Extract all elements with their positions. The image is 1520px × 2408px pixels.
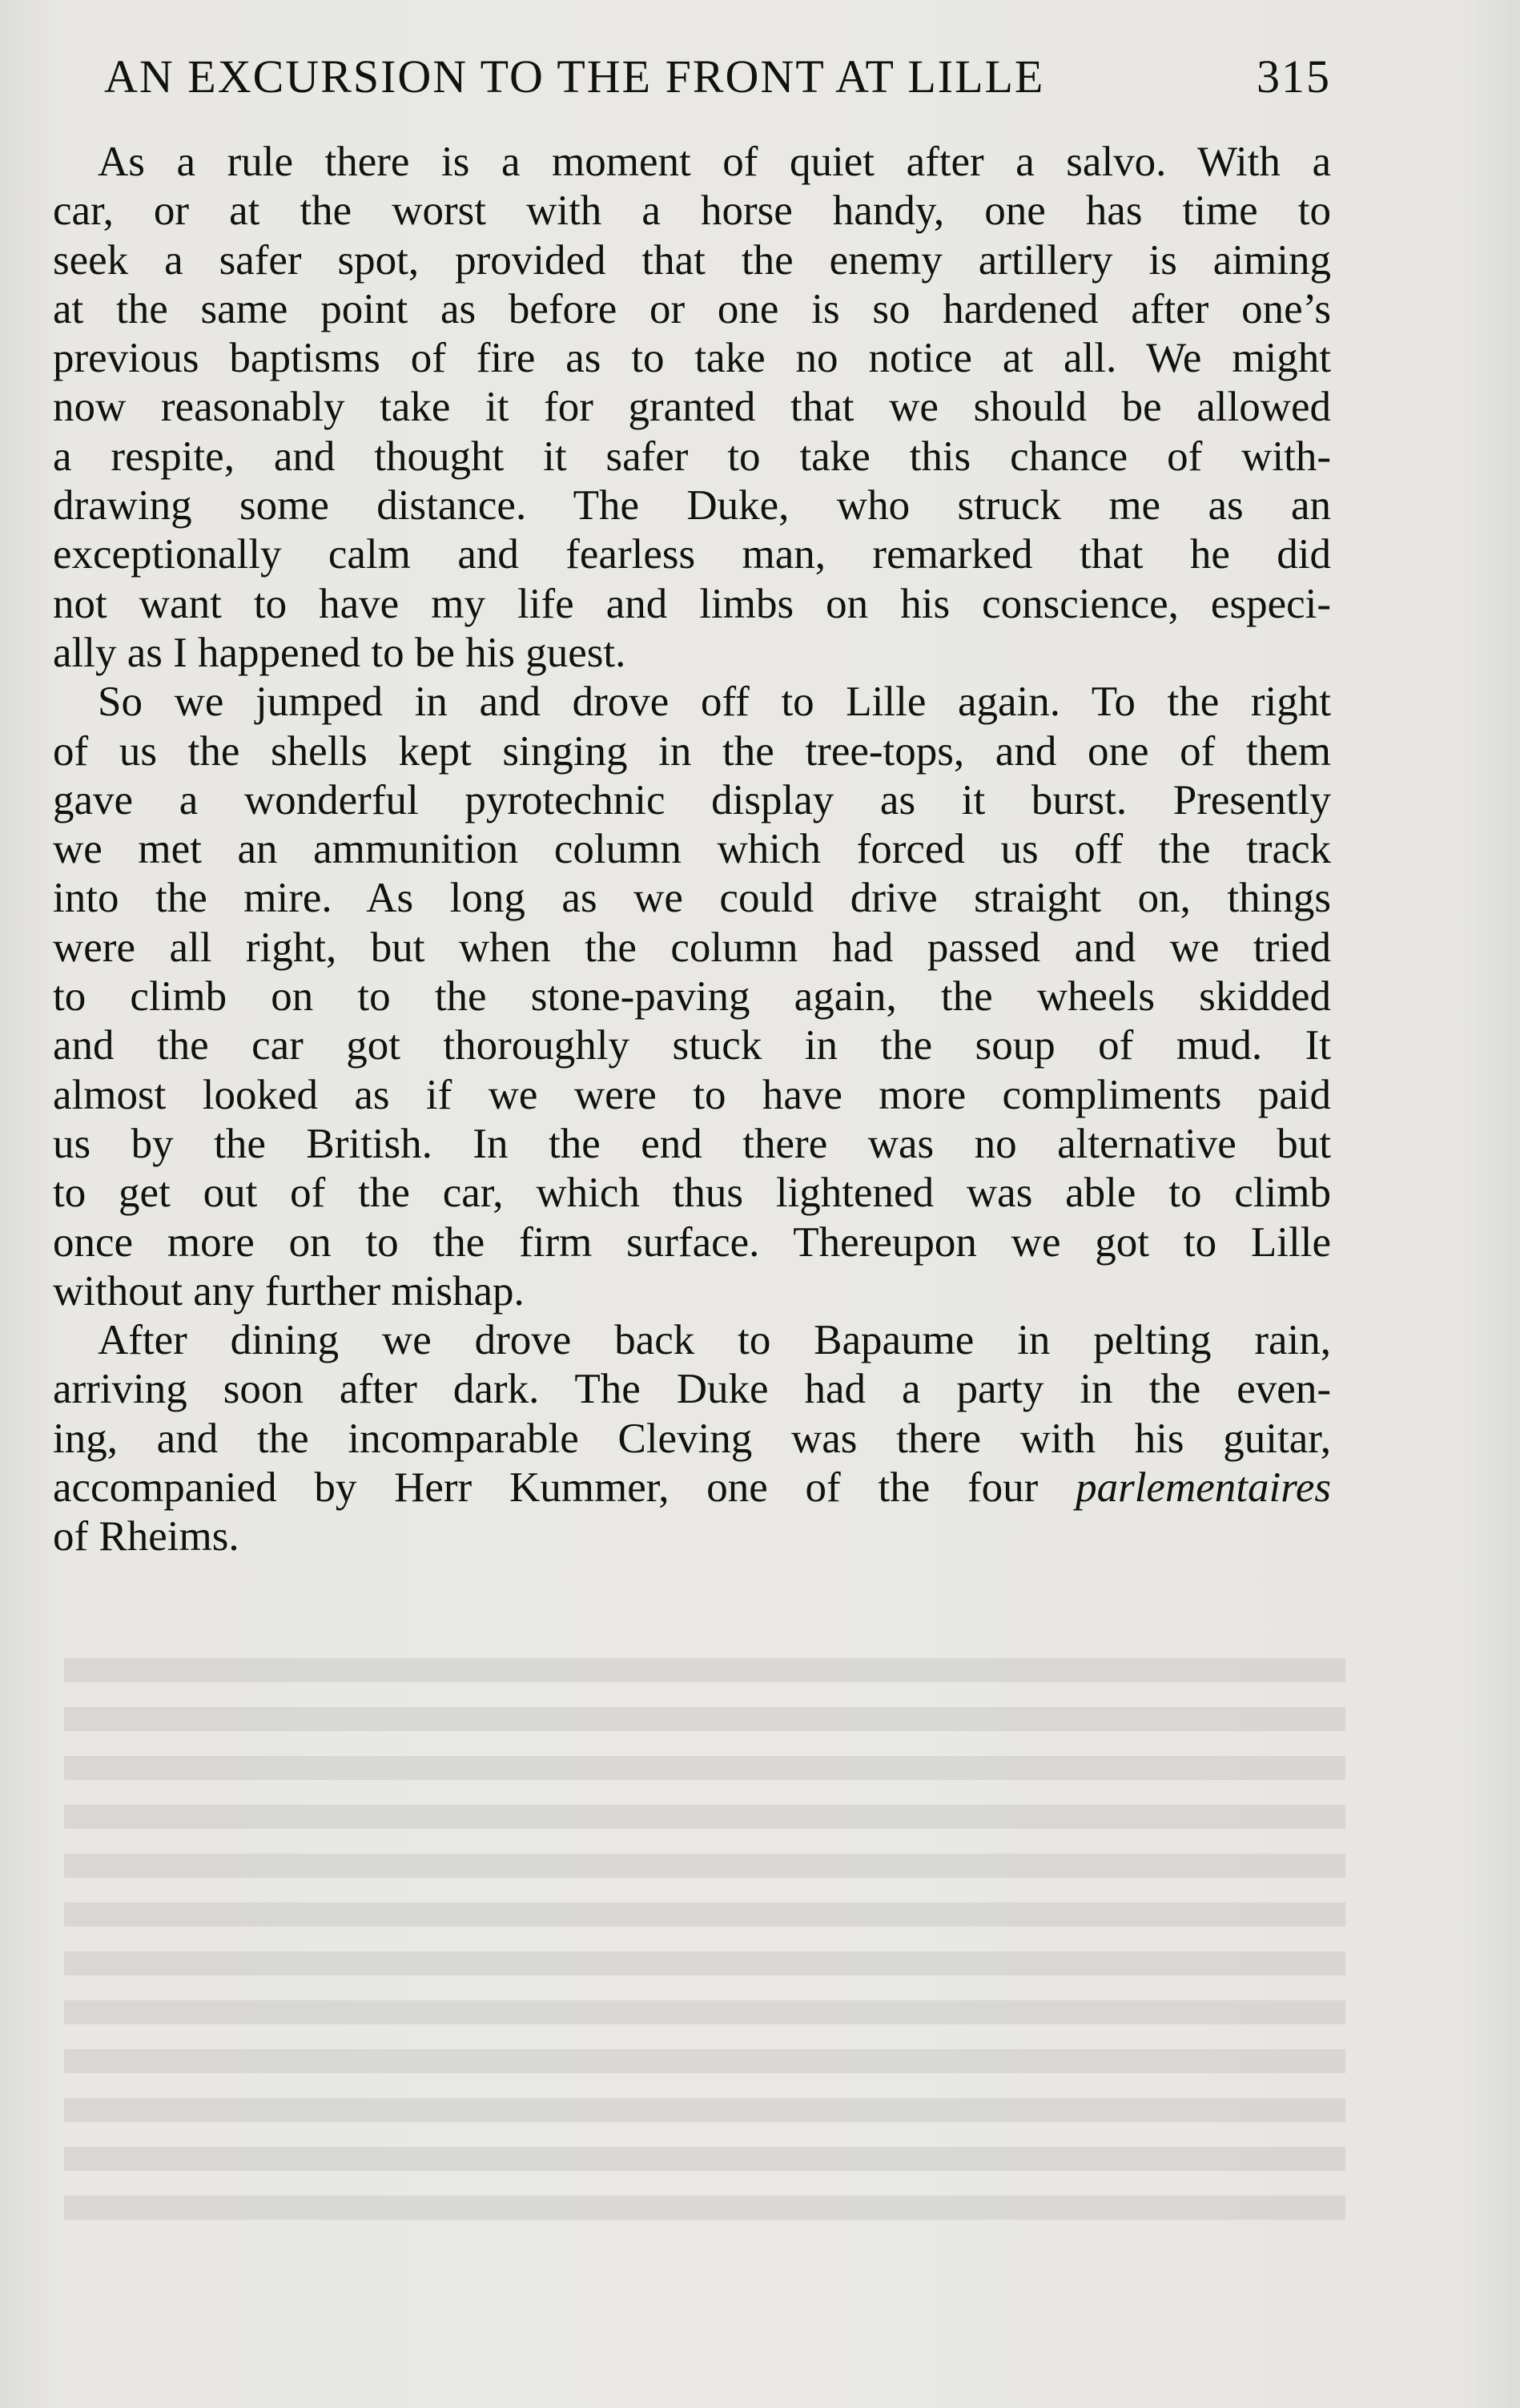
running-header	[104, 50, 1331, 114]
text-line: car, or at the worst with a horse handy, one has time to	[53, 187, 1331, 235]
chapter-title: AN EXCURSION TO THE FRONT AT LILLE	[104, 50, 1045, 103]
body-text	[53, 138, 1331, 1562]
text-line: to climb on to the stone-paving again, the wheels skidded	[53, 973, 1331, 1021]
italic-term: parlementaires	[1076, 1464, 1331, 1512]
text-line: now reasonably take it for granted that we should be allowed	[53, 384, 1331, 431]
text-line: ing, and the incomparable Cleving was there with his guitar,	[53, 1415, 1331, 1462]
text-line: us by the British. In the end there was no alternative but	[53, 1120, 1331, 1167]
text-line: without any further mishap.	[53, 1267, 525, 1315]
text-line: ally as I happened to be his guest.	[53, 629, 626, 676]
text-line: a respite, and thought it safer to take this chance of with-	[53, 433, 1331, 480]
text-line: almost looked as if we were to have more compliments paid	[53, 1071, 1331, 1118]
text-span: accompanied by Herr Kummer, one of the four	[53, 1464, 1039, 1512]
text-line: were all right, but when the column had passed and we tried	[53, 924, 1331, 971]
text-line	[53, 1464, 1331, 1512]
text-line: gave a wonderful pyrotechnic display as it burst. Presently	[53, 776, 1331, 823]
text-line: we met an ammunition column which forced us off the track	[53, 826, 1331, 873]
text-line: previous baptisms of fire as to take no notice at all. We might	[53, 335, 1331, 382]
text-line: and the car got thoroughly stuck in the soup of mud. It	[53, 1022, 1331, 1069]
text-line: to get out of the car, which thus lightened was able to climb	[53, 1170, 1331, 1217]
page-number: 315	[1257, 50, 1331, 103]
bleed-through-shadow	[64, 1658, 1345, 2235]
text-line: not want to have my life and limbs on his conscience, especi-	[53, 580, 1331, 627]
text-line: As a rule there is a moment of quiet after a salvo. With a	[98, 139, 1331, 185]
text-line: After dining we drove back to Bapaume in pelting rain,	[98, 1317, 1331, 1364]
text-line: once more on to the firm surface. Thereupon we got to Lille	[53, 1218, 1331, 1266]
text-line: So we jumped in and drove off to Lille again. To the right	[98, 679, 1331, 726]
text-line: drawing some distance. The Duke, who struck me as an	[53, 482, 1331, 530]
text-line: arriving soon after dark. The Duke had a party in the even-	[53, 1366, 1331, 1413]
text-line: into the mire. As long as we could drive straight on, things	[53, 875, 1331, 922]
text-line: seek a safer spot, provided that the enemy artillery is aiming	[53, 236, 1331, 284]
text-line: of Rheims.	[53, 1513, 239, 1560]
text-line: of us the shells kept singing in the tree-tops, and one of them	[53, 727, 1331, 775]
text-line: exceptionally calm and fearless man, remarked that he did	[53, 531, 1331, 578]
text-line: at the same point as before or one is so hardened after one’s	[53, 285, 1331, 332]
